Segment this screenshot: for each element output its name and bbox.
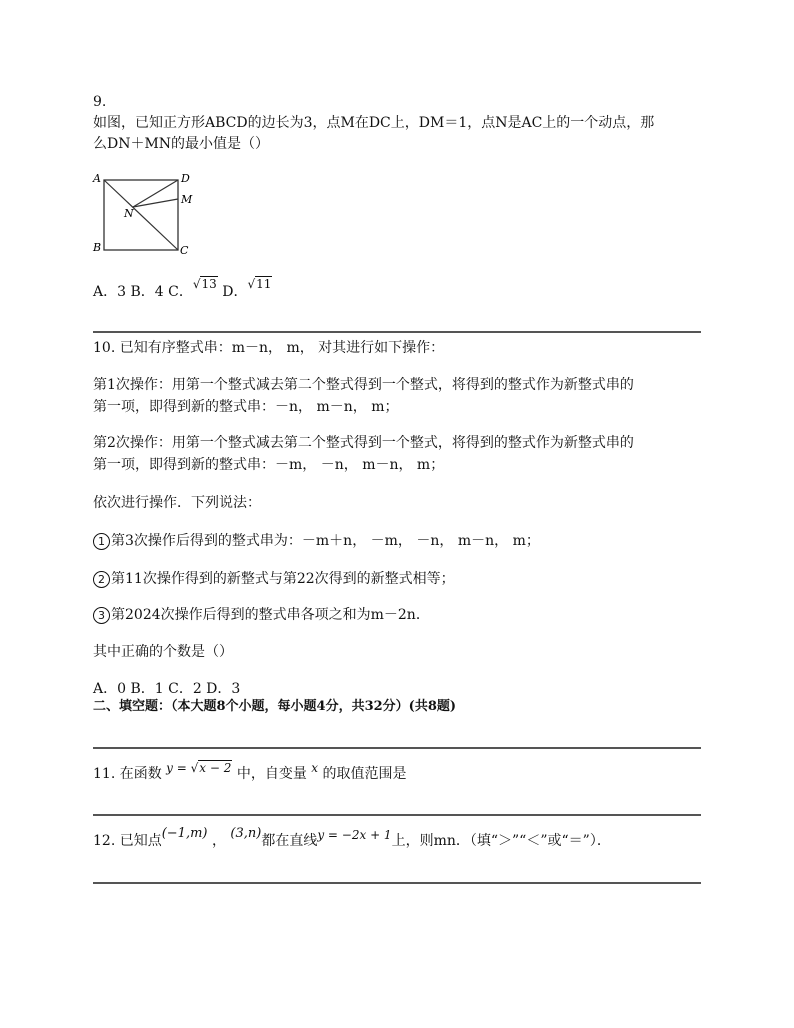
diagonal-ac xyxy=(104,180,178,250)
q10-statement-2 xyxy=(93,569,455,589)
label-b: B xyxy=(93,241,102,254)
q10-continue: 依次进行操作．下列说法： xyxy=(93,495,261,511)
divider-4 xyxy=(93,882,701,884)
q11 xyxy=(93,761,407,784)
q10-op2-line1: 第2次操作：用第一个整式减去第二个整式得到一个整式，将得到的整式作为新整式串的 xyxy=(93,435,634,451)
q11-variable: x xyxy=(311,761,319,775)
section-2-heading: 二、填空题：（本大题8个小题，每小题4分，共32分）(共8题) xyxy=(93,699,457,714)
statement-2-text: 第11次操作得到的新整式与第22次得到的新整式相等； xyxy=(111,571,455,587)
q12 xyxy=(93,826,611,852)
q10-options: A．0 B．1 C．2 D．3 xyxy=(93,681,241,697)
q10-question: 其中正确的个数是（） xyxy=(93,644,233,660)
divider-3 xyxy=(93,814,701,816)
q10-statement-1 xyxy=(93,531,540,551)
label-m: M xyxy=(181,193,193,206)
q9-stem-line1: 如图，已知正方形ABCD的边长为3，点M在DC上，DM＝1，点N是AC上的一个动点，那 xyxy=(93,115,655,131)
q12-point-2: (3,n) xyxy=(230,826,262,841)
q12-separator: ， xyxy=(211,833,226,849)
sqrt-13-radicand: 13 xyxy=(201,277,217,291)
q10-op2-line2: 第一项，即得到新的整式串：－m， －n， m－n， m； xyxy=(93,457,445,473)
square-abcd-figure xyxy=(90,170,200,260)
q9-stem-line2: 么DN＋MN的最小值是（） xyxy=(93,136,270,152)
q9-options xyxy=(93,277,272,302)
q9-options-prefix: A．3 B．4 C． xyxy=(93,284,193,300)
q12-line-equation: y = −2x + 1 xyxy=(317,828,392,842)
q11-function-left: y = xyxy=(166,761,191,775)
q12-prefix: 12. 已知点 xyxy=(93,833,162,849)
q11-suffix: 的取值范围是 xyxy=(322,766,407,782)
sqrt-11-radicand: 11 xyxy=(256,277,272,291)
q10-statement-3 xyxy=(93,605,430,625)
divider-1 xyxy=(93,331,701,333)
q12-point-1: (−1,m) xyxy=(161,826,208,841)
q11-middle: 中，自变量 xyxy=(236,766,307,782)
label-c: C xyxy=(180,244,189,257)
q11-sqrt: √x − 2 xyxy=(190,761,232,775)
circled-number-2: 2 xyxy=(93,571,110,588)
sqrt-11: √11 xyxy=(247,277,272,291)
q12-suffix: 上，则mn．（填“＞”“＜”或“＝”）． xyxy=(391,833,611,849)
circled-number-3: 3 xyxy=(93,607,110,624)
label-n: N xyxy=(124,207,134,220)
divider-2 xyxy=(93,747,701,749)
q11-prefix: 11. 在函数 xyxy=(93,766,162,782)
q9-number: 9. xyxy=(93,94,107,110)
label-a: A xyxy=(93,172,101,185)
sqrt-13: √13 xyxy=(192,277,217,291)
q9-option-d-prefix: D． xyxy=(222,284,248,300)
q11-radicand: x − 2 xyxy=(199,761,232,775)
label-d: D xyxy=(181,172,190,185)
circled-number-1: 1 xyxy=(93,533,110,550)
statement-1-text: 第3次操作后得到的整式串为：－m＋n， －m， －n， m－n， m； xyxy=(111,533,540,549)
statement-3-text: 第2024次操作后得到的整式串各项之和为m－2n． xyxy=(111,607,430,623)
q10-op1-line1: 第1次操作：用第一个整式减去第二个整式得到一个整式，将得到的整式作为新整式串的 xyxy=(93,377,634,393)
q12-middle: 都在直线 xyxy=(261,833,318,849)
q10-op1-line2: 第一项，即得到新的整式串：－n， m－n， m； xyxy=(93,399,399,415)
q10-intro: 10. 已知有序整式串：m－n， m， 对其进行如下操作： xyxy=(93,340,445,356)
q11-function xyxy=(166,761,232,775)
